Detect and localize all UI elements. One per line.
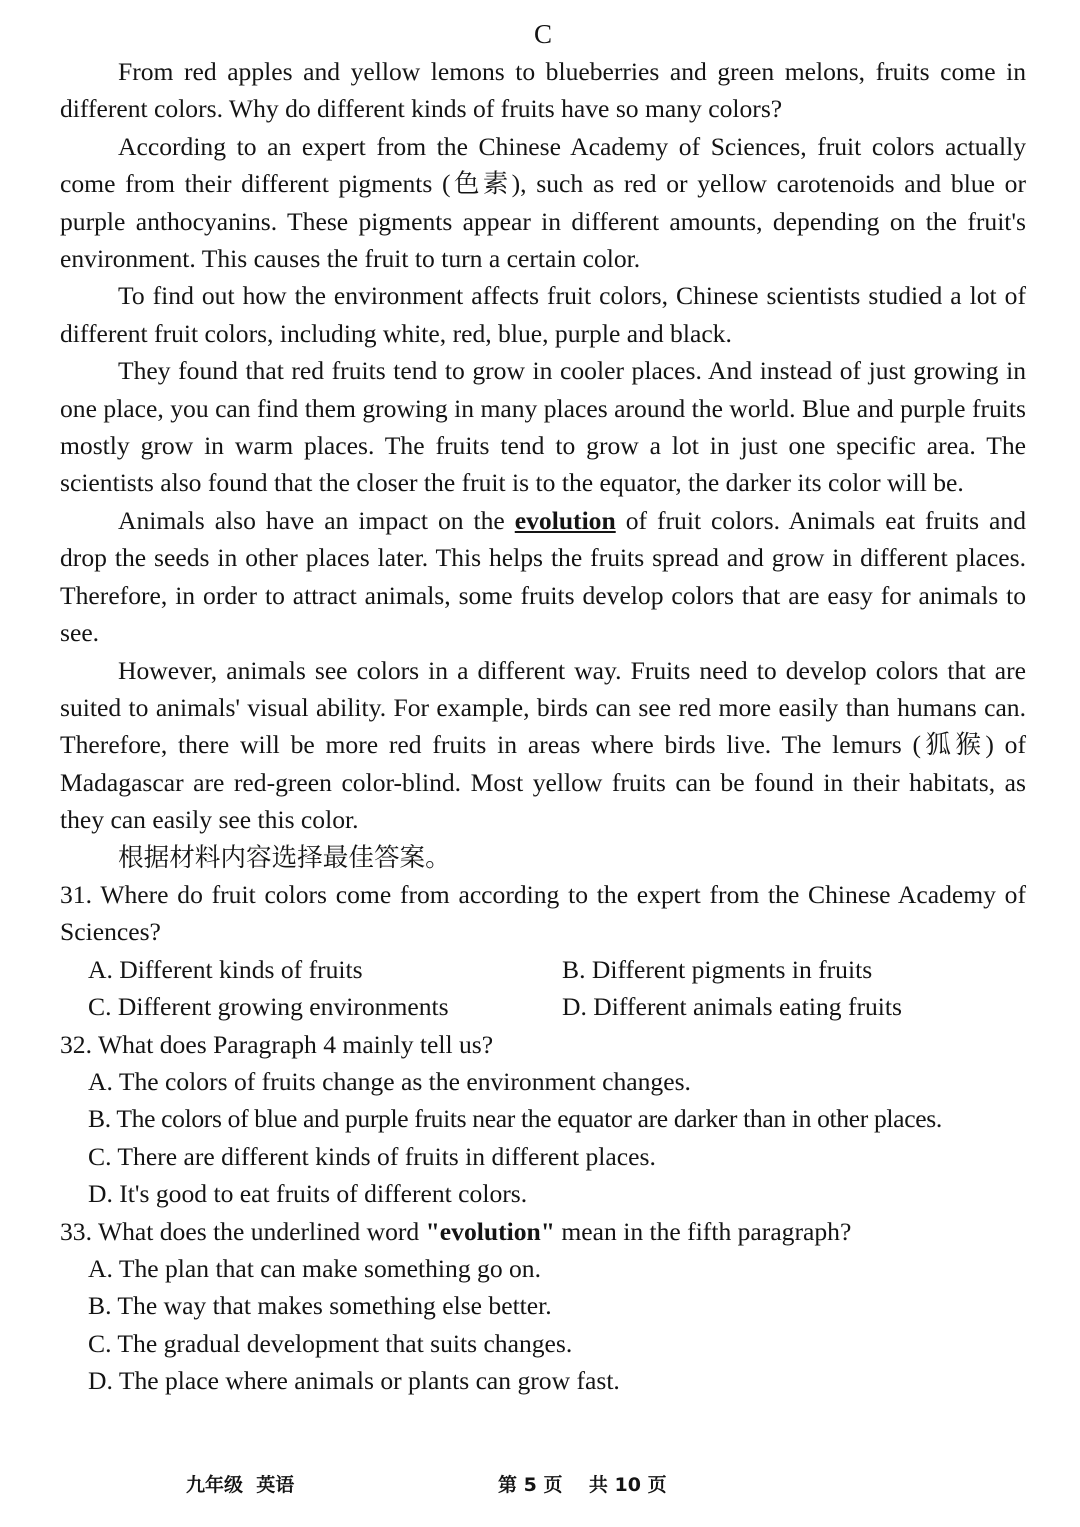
section-heading: C <box>533 19 552 49</box>
passage-paragraph-2: According to an expert from the Chinese Academy of Sciences, fruit colors actually come from their different pigments (色素), such as red or yellow carotenoids and blue or purple anthocyanins. These pigments appear in different amounts, depending on the fruit's environment. This causes the fruit to turn a certain color. <box>60 131 1026 274</box>
question-text-lead: What does the underlined word <box>97 1216 426 1246</box>
question-text-rest: mean in the fifth paragraph? <box>554 1216 852 1246</box>
option-a: A. The plan that can make something go on. <box>88 1254 542 1283</box>
passage-paragraph-3: To find out how the environment affects fruit colors, Chinese scientists studied a lot of different fruit colors, including white, red, blue, purple and black. <box>60 281 1026 348</box>
passage-paragraph-1: From red apples and yellow lemons to blueberries and green melons, fruits come in different colors. Why do different kinds of fruits have so many colors? <box>60 57 1026 124</box>
option-d: D. Different animals eating fruits <box>562 992 902 1022</box>
passage-paragraph-5 <box>60 502 1026 652</box>
option-b: B. The colors of blue and purple fruits near the equator are darker than in other places. <box>88 1104 942 1134</box>
passage-paragraph-4: They found that red fruits tend to grow in cooler places. And instead of just growing in one place, you can find them growing in many places around the world. Blue and purple fruits mostly grow in warm places. The fruits tend to grow a lot in just one specific area. The scientists also found that the closer the fruit is to the equator, the darker its color will be. <box>60 356 1026 498</box>
question-31 <box>60 876 1026 1026</box>
option-c: C. The gradual development that suits changes. <box>88 1328 573 1358</box>
question-31-stem <box>60 876 1026 951</box>
question-number: 31. <box>60 879 92 909</box>
question-keyword: "evolution" <box>425 1216 555 1246</box>
option-b: B. Different pigments in fruits <box>562 954 873 984</box>
question-number: 32. <box>60 1029 92 1059</box>
footer-page-number: 第 5 页 共 10 页 <box>498 1474 667 1496</box>
option-d: D. The place where animals or plants can grow fast. <box>88 1366 620 1396</box>
question-number: 33. <box>60 1216 92 1246</box>
option-c: C. There are different kinds of fruits in different places. <box>88 1141 656 1171</box>
question-text: What does Paragraph 4 mainly tell us? <box>97 1029 494 1059</box>
option-d: D. It's good to eat fruits of different colors. <box>88 1179 528 1209</box>
question-33-options <box>60 1250 1026 1400</box>
instruction-text: 根据材料内容选择最佳答案。 <box>118 842 451 872</box>
question-31-options <box>60 951 1026 1026</box>
question-33 <box>60 1213 1026 1400</box>
question-32-stem <box>60 1026 1026 1063</box>
reading-passage <box>60 53 1026 839</box>
paragraph-5-lead: Animals also have an impact on the <box>118 505 515 535</box>
question-33-stem <box>60 1213 1026 1250</box>
option-a: A. Different kinds of fruits <box>88 954 363 984</box>
underlined-word: evolution <box>514 505 616 535</box>
paragraph-5-rest: of fruit colors. Animals eat fruits and drop the seeds in other places later. This helps the fruits spread and grow in different places. Therefore, in order to attract animals, some fruits develop colors that are easy for animals to see. <box>60 505 1026 648</box>
question-text: Where do fruit colors come from according to the expert from the Chinese Academy of Sciences? <box>60 879 1027 947</box>
question-32 <box>60 1026 1026 1213</box>
footer-grade-subject: 九年级 英语 <box>186 1474 295 1496</box>
question-32-options <box>60 1063 1026 1213</box>
option-c: C. Different growing environments <box>88 992 449 1022</box>
option-b: B. The way that makes something else better. <box>88 1291 552 1321</box>
passage-paragraph-6: However, animals see colors in a different way. Fruits need to develop colors that are suited to animals' visual ability. For example, birds can see red more easily than humans can. Therefore, there will be more red fruits in areas where birds live. The lemurs (狐猴) of Madagascar are red-green color-blind. Most yellow fruits can be found in their habitats, as they can easily see this color. <box>60 655 1026 835</box>
option-a: A. The colors of fruits change as the environment changes. <box>88 1066 691 1096</box>
